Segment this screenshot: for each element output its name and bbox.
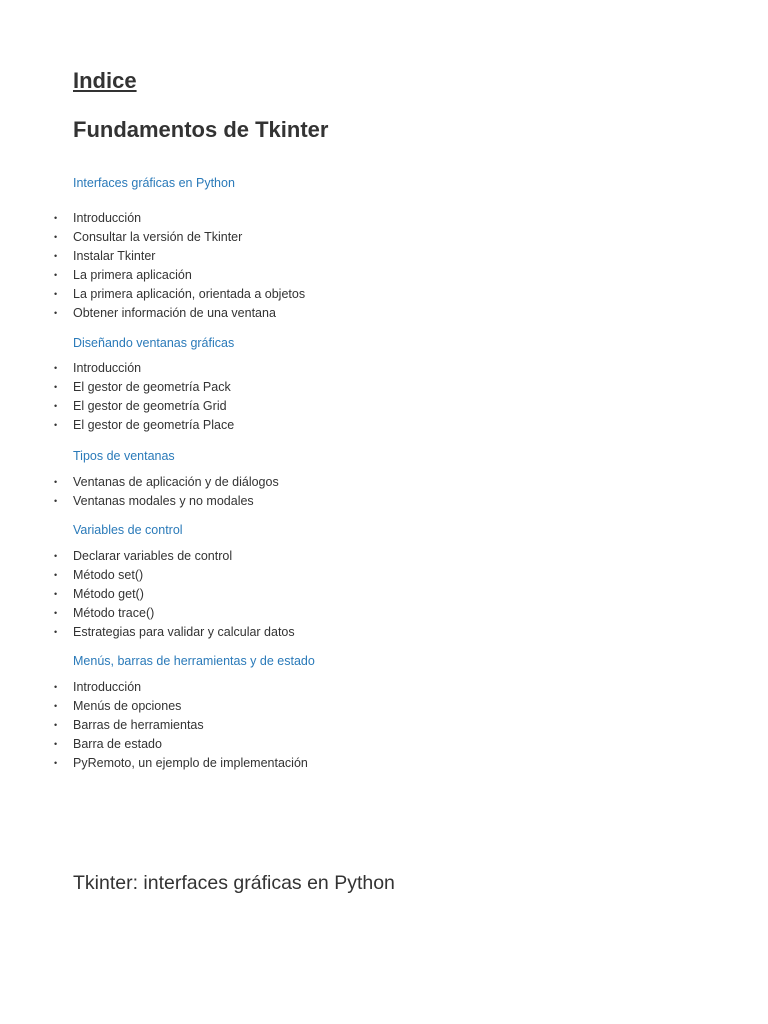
bullet-icon: • bbox=[54, 758, 58, 769]
list-item-label: Introducción bbox=[73, 680, 142, 694]
bullet-icon: • bbox=[54, 551, 58, 561]
section-list-tipos-de-ventanas bbox=[0, 473, 279, 511]
list-item-label: Método trace() bbox=[73, 606, 155, 621]
bullet-icon: • bbox=[54, 608, 58, 619]
list-item bbox=[0, 397, 234, 416]
list-item bbox=[0, 735, 308, 754]
bullet-icon: • bbox=[54, 496, 58, 507]
list-item-label: Instalar Tkinter bbox=[73, 249, 156, 264]
bullet-icon: • bbox=[54, 477, 58, 487]
bullet-icon: • bbox=[54, 570, 58, 581]
section-list-variables-de-control bbox=[0, 547, 295, 642]
bullet-icon: • bbox=[54, 289, 58, 300]
list-item bbox=[0, 697, 308, 716]
section-link-menus-barras[interactable]: Menús, barras de herramientas y de estado bbox=[73, 654, 315, 668]
list-item-label: El gestor de geometría Grid bbox=[73, 399, 227, 414]
section-list-menus-barras bbox=[0, 678, 308, 773]
section-list-interfaces-graficas bbox=[0, 209, 305, 324]
bullet-icon: • bbox=[54, 701, 58, 712]
list-item-label: Ventanas de aplicación y de diálogos bbox=[73, 475, 279, 489]
list-item bbox=[0, 416, 234, 435]
list-item bbox=[0, 473, 279, 492]
list-item bbox=[0, 604, 295, 623]
list-item bbox=[0, 754, 308, 773]
list-item-label: Ventanas modales y no modales bbox=[73, 494, 254, 509]
list-item bbox=[0, 266, 305, 285]
list-item bbox=[0, 547, 295, 566]
list-item-label: Método get() bbox=[73, 587, 144, 602]
section-link-interfaces-graficas[interactable]: Interfaces gráficas en Python bbox=[73, 176, 235, 190]
bullet-icon: • bbox=[54, 627, 58, 638]
list-item bbox=[0, 623, 295, 642]
list-item-label: Barra de estado bbox=[73, 737, 162, 752]
bullet-icon: • bbox=[54, 213, 58, 223]
list-item-label: Método set() bbox=[73, 568, 144, 583]
list-item-label: La primera aplicación, orientada a objetos bbox=[73, 287, 306, 302]
list-item bbox=[0, 209, 305, 228]
list-item bbox=[0, 566, 295, 585]
bullet-icon: • bbox=[54, 232, 58, 243]
list-item bbox=[0, 585, 295, 604]
list-item-label: Estrategias para validar y calcular datos bbox=[73, 625, 295, 640]
list-item bbox=[0, 716, 308, 735]
bullet-icon: • bbox=[54, 739, 58, 750]
bullet-icon: • bbox=[54, 720, 58, 731]
list-item bbox=[0, 304, 305, 323]
list-item-label: Introducción bbox=[73, 361, 142, 375]
list-item bbox=[0, 247, 305, 266]
index-heading: Indice bbox=[73, 68, 137, 93]
section-heading: Tkinter: interfaces gráficas en Python bbox=[73, 872, 395, 894]
list-item bbox=[0, 678, 308, 697]
list-item bbox=[0, 492, 279, 511]
bullet-icon: • bbox=[54, 308, 58, 319]
bullet-icon: • bbox=[54, 589, 58, 600]
list-item-label: Menús de opciones bbox=[73, 699, 182, 714]
bullet-icon: • bbox=[54, 251, 58, 262]
list-item-label: La primera aplicación bbox=[73, 268, 192, 283]
list-item-label: Consultar la versión de Tkinter bbox=[73, 230, 243, 245]
section-link-tipos-de-ventanas[interactable]: Tipos de ventanas bbox=[73, 449, 175, 463]
list-item-label: Obtener información de una ventana bbox=[73, 306, 276, 321]
list-item bbox=[0, 359, 234, 378]
bullet-icon: • bbox=[54, 363, 58, 373]
bullet-icon: • bbox=[54, 682, 58, 692]
bullet-icon: • bbox=[54, 270, 58, 281]
list-item bbox=[0, 228, 305, 247]
bullet-icon: • bbox=[54, 420, 58, 431]
section-list-disenando-ventanas bbox=[0, 359, 234, 435]
bullet-icon: • bbox=[54, 401, 58, 412]
list-item bbox=[0, 285, 305, 304]
section-link-disenando-ventanas[interactable]: Diseñando ventanas gráficas bbox=[73, 336, 235, 350]
list-item-label: El gestor de geometría Place bbox=[73, 418, 235, 433]
bullet-icon: • bbox=[54, 382, 58, 393]
list-item-label: PyRemoto, un ejemplo de implementación bbox=[73, 756, 308, 771]
list-item-label: Declarar variables de control bbox=[73, 549, 233, 563]
page-title: Fundamentos de Tkinter bbox=[73, 117, 329, 142]
section-link-variables-de-control[interactable]: Variables de control bbox=[73, 523, 183, 537]
list-item-label: Introducción bbox=[73, 211, 142, 225]
list-item-label: Barras de herramientas bbox=[73, 718, 204, 733]
list-item bbox=[0, 378, 234, 397]
list-item-label: El gestor de geometría Pack bbox=[73, 380, 231, 395]
